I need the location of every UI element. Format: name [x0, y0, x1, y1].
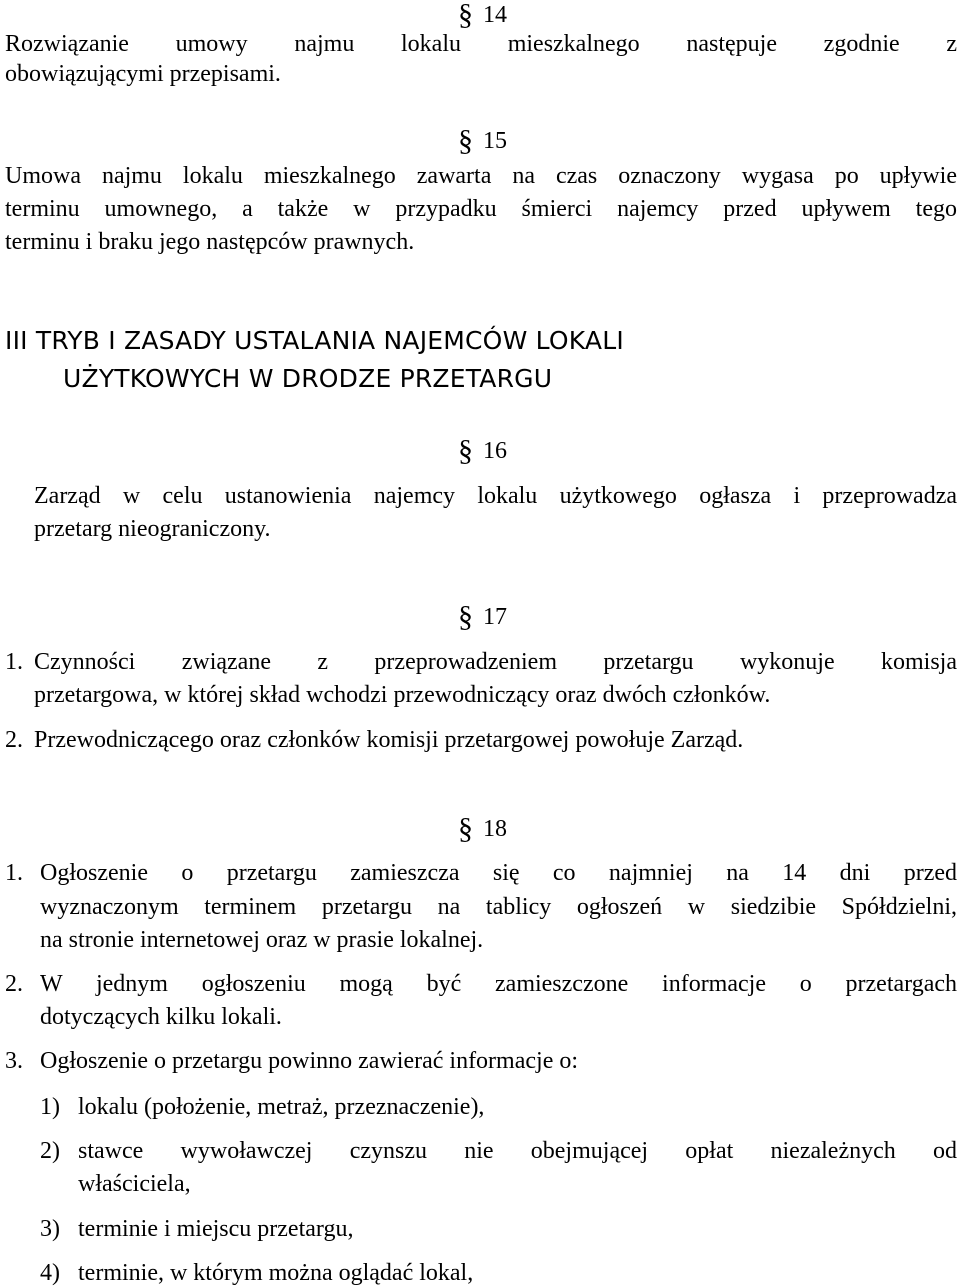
- paragraph-number: 2.: [5, 971, 23, 997]
- section-number: 17: [483, 604, 507, 630]
- section-18-p2-line-1: W jednym ogłoszeniu mogą być zamieszczone informacje o przetargach: [40, 971, 957, 997]
- list-item-number: 3): [40, 1216, 60, 1242]
- section-number: 14: [483, 2, 507, 28]
- section-17-p2-text: Przewodniczącego oraz członków komisji przetargowej powołuje Zarząd.: [34, 727, 744, 753]
- section-14-heading: [458, 0, 507, 30]
- list-item-text: stawce wywoławczej czynszu nie obejmującej opłat niezależnych od: [78, 1138, 957, 1164]
- list-item-number: 1): [40, 1094, 60, 1120]
- section-18-p3-text: Ogłoszenie o przetargu powinno zawierać informacje o:: [40, 1048, 579, 1074]
- section-15-line-3: terminu i braku jego następców prawnych.: [5, 229, 415, 255]
- paragraph-number: 1.: [5, 860, 23, 886]
- list-item-text-continued: właściciela,: [78, 1171, 191, 1197]
- section-number: 18: [483, 816, 507, 842]
- list-item-number: 2): [40, 1138, 60, 1164]
- chapter-heading-line-2: UŻYTKOWYCH W DRODZE PRZETARGU: [63, 364, 553, 393]
- list-item-number: 4): [40, 1260, 60, 1286]
- section-15-heading: [458, 126, 507, 156]
- section-15-line-2: terminu umownego, a także w przypadku śmierci najemcy przed upływem tego: [5, 196, 957, 222]
- section-16-line-2: przetarg nieograniczony.: [34, 516, 271, 542]
- list-item-text: terminie i miejscu przetargu,: [78, 1216, 354, 1242]
- section-16-line-1: Zarząd w celu ustanowienia najemcy lokalu użytkowego ogłasza i przeprowadza: [34, 483, 957, 509]
- section-18-p1-line-3: na stronie internetowej oraz w prasie lokalnej.: [40, 927, 484, 953]
- section-16-heading: [458, 436, 507, 466]
- list-item-text: terminie, w którym można oglądać lokal,: [78, 1260, 474, 1286]
- section-14-line-1: Rozwiązanie umowy najmu lokalu mieszkalnego następuje zgodnie z: [5, 31, 957, 57]
- section-number: 16: [483, 438, 507, 464]
- section-sign-icon: §: [458, 600, 473, 633]
- paragraph-number: 3.: [5, 1048, 23, 1074]
- section-17-p1-line-1: Czynności związane z przeprowadzeniem przetargu wykonuje komisja: [34, 649, 957, 675]
- section-14-line-2: obowiązującymi przepisami.: [5, 61, 281, 87]
- section-17-p1-line-2: przetargowa, w której skład wchodzi przewodniczący oraz dwóch członków.: [34, 682, 771, 708]
- paragraph-number: 1.: [5, 649, 23, 675]
- paragraph-number: 2.: [5, 727, 23, 753]
- section-number: 15: [483, 128, 507, 154]
- section-18-p1-line-2: wyznaczonym terminem przetargu na tablicy ogłoszeń w siedzibie Spółdzielni,: [40, 894, 957, 920]
- list-item-text: lokalu (położenie, metraż, przeznaczenie),: [78, 1094, 485, 1120]
- section-15-line-1: Umowa najmu lokalu mieszkalnego zawarta na czas oznaczony wygasa po upływie: [5, 163, 957, 189]
- section-18-p2-line-2: dotyczących kilku lokali.: [40, 1004, 282, 1030]
- section-sign-icon: §: [458, 124, 473, 157]
- section-18-p1-line-1: Ogłoszenie o przetargu zamieszcza się co najmniej na 14 dni przed: [40, 860, 957, 886]
- section-17-heading: [458, 602, 507, 632]
- section-sign-icon: §: [458, 434, 473, 467]
- section-sign-icon: §: [458, 812, 473, 845]
- chapter-heading-line-1: III TRYB I ZASADY USTALANIA NAJEMCÓW LOKALI: [5, 326, 624, 355]
- section-sign-icon: §: [458, 0, 473, 31]
- section-18-heading: [458, 814, 507, 844]
